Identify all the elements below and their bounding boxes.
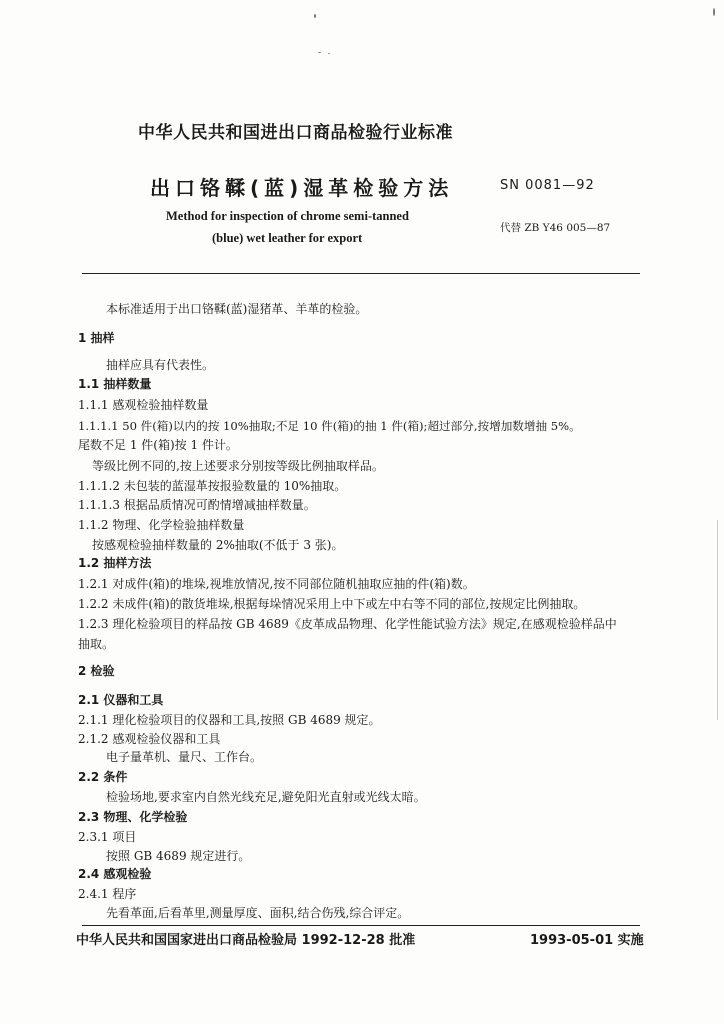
effective-date: 1993-05-01 实施 — [530, 933, 644, 948]
body-line: 抽取。 — [78, 637, 115, 651]
scan-speck — [314, 14, 316, 18]
body-line: 尾数不足 1 件(箱)按 1 件计。 — [78, 438, 238, 452]
english-title-line-2: (blue) wet leather for export — [212, 231, 363, 245]
section-1-2-heading: 1.2 抽样方法 — [78, 556, 152, 570]
body-line: 1.2.3 理化检验项目的样品按 GB 4689《皮革成品物理、化学性能试验方法》规定,在感观检验样品中 — [78, 617, 617, 631]
approval-statement: 中华人民共和国国家进出口商品检验局 1992-12-28 批准 — [76, 933, 416, 948]
organization-heading: 中华人民共和国进出口商品检验行业标准 — [138, 123, 453, 143]
section-1-heading: 1 抽样 — [78, 331, 115, 345]
body-line: 1.2.1 对成件(箱)的堆垛,视堆放情况,按不同部位随机抽取应抽的件(箱)数。 — [78, 577, 475, 591]
body-line: 1.1.1.3 根据品质情况可酌情增减抽样数量。 — [78, 498, 316, 512]
section-2-4-1-heading: 2.4.1 程序 — [78, 887, 137, 901]
section-2-heading: 2 检验 — [78, 664, 115, 678]
body-line: 1.2.2 未成件(箱)的散货堆垛,根据每垛情况采用上中下或左中右等不同的部位,按规定比例抽取。 — [78, 597, 586, 611]
section-2-1-heading: 2.1 仪器和工具 — [78, 693, 164, 707]
section-2-4-heading: 2.4 感观检验 — [78, 867, 152, 881]
scope-paragraph: 本标准适用于出口铬鞣(蓝)湿猪革、羊革的检验。 — [106, 302, 368, 316]
english-title-line-1: Method for inspection of chrome semi-tanned — [166, 209, 409, 223]
section-1-1-1-heading: 1.1.1 感观检验抽样数量 — [78, 398, 209, 412]
body-line: 1.1.1.1 50 件(箱)以内的按 10%抽取;不足 10 件(箱)的抽 1 件(箱);超过部分,按增加数增抽 5%。 — [78, 419, 581, 433]
body-line: 按照 GB 4689 规定进行。 — [106, 849, 251, 863]
header-divider — [82, 273, 640, 274]
section-2-2-heading: 2.2 条件 — [78, 770, 128, 784]
section-2-1-2-heading: 2.1.2 感观检验仪器和工具 — [78, 732, 221, 746]
body-line: 2.1.1 理化检验项目的仪器和工具,按照 GB 4689 规定。 — [78, 713, 381, 727]
body-line: 先看革面,后看革里,测量厚度、面积,结合伤残,综合评定。 — [106, 906, 410, 920]
standard-title: 出口铬鞣(蓝)湿革检验方法 — [150, 176, 454, 200]
body-line: 电子量革机、量尺、工作台。 — [106, 750, 263, 764]
replaces-note: 代替 ZB Y46 005—87 — [500, 222, 611, 234]
body-line: 检验场地,要求室内自然光线充足,避免阳光直射或光线太暗。 — [106, 790, 426, 804]
standard-number: SN 0081—92 — [500, 178, 595, 193]
scan-speck — [328, 53, 330, 54]
section-1-1-heading: 1.1 抽样数量 — [78, 377, 152, 391]
section-2-3-1-heading: 2.3.1 项目 — [78, 830, 137, 844]
body-line: 等级比例不同的,按上述要求分别按等级比例抽取样品。 — [92, 459, 384, 473]
section-2-3-heading: 2.3 物理、化学检验 — [78, 810, 188, 824]
scan-speck — [318, 52, 321, 53]
section-1-1-2-heading: 1.1.2 物理、化学检验抽样数量 — [78, 518, 245, 532]
footer-divider — [82, 925, 640, 926]
body-line: 抽样应具有代表性。 — [106, 358, 215, 372]
body-line: 按感观检验抽样数量的 2%抽取(不低于 3 张)。 — [92, 538, 344, 552]
body-line: 1.1.1.2 未包装的蓝湿革按报验数量的 10%抽取。 — [78, 479, 347, 493]
scan-speck — [713, 8, 715, 16]
scan-edge — [717, 520, 718, 720]
